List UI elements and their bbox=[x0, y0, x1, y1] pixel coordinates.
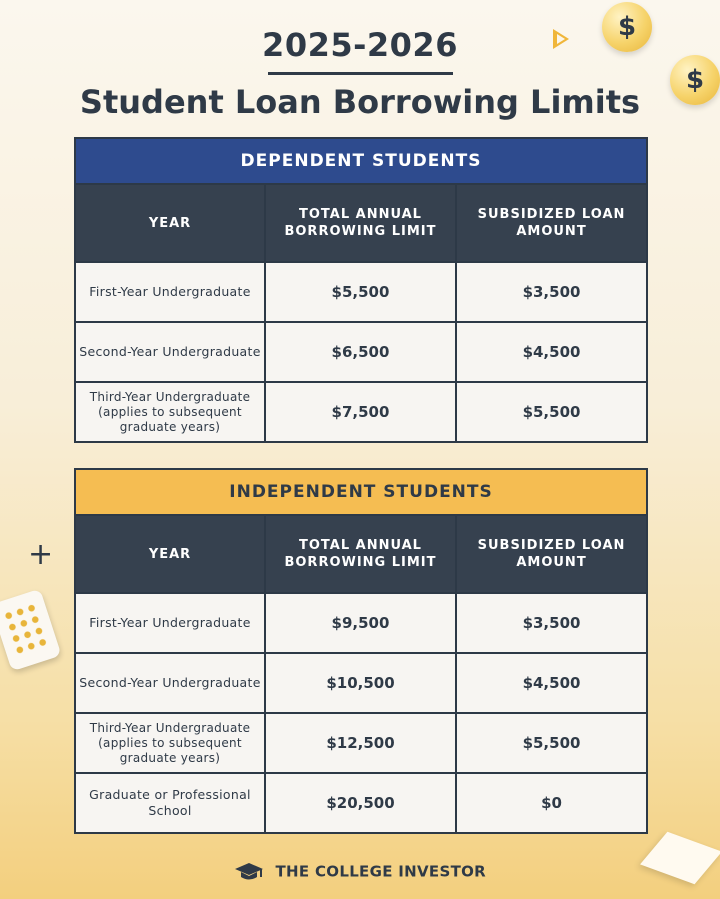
calculator-icon bbox=[0, 589, 62, 672]
table-row bbox=[75, 382, 647, 442]
row-subsidized: $3,500 bbox=[456, 262, 647, 322]
row-subsidized: $5,500 bbox=[456, 713, 647, 773]
independent-section-heading: INDEPENDENT STUDENTS bbox=[75, 469, 647, 515]
dependent-students-table bbox=[74, 137, 648, 443]
row-year: Second-Year Undergraduate bbox=[75, 653, 265, 713]
page-title: Student Loan Borrowing Limits bbox=[79, 83, 641, 121]
row-total: $5,500 bbox=[265, 262, 456, 322]
table-row bbox=[75, 713, 647, 773]
table-row bbox=[75, 262, 647, 322]
row-total: $6,500 bbox=[265, 322, 456, 382]
col-header-year: YEAR bbox=[75, 515, 265, 593]
row-subsidized: $4,500 bbox=[456, 322, 647, 382]
col-header-year: YEAR bbox=[75, 184, 265, 262]
dependent-section-heading: DEPENDENT STUDENTS bbox=[75, 138, 647, 184]
row-subsidized: $4,500 bbox=[456, 653, 647, 713]
row-year: First-Year Undergraduate bbox=[75, 262, 265, 322]
col-header-subsidized: SUBSIDIZED LOAN AMOUNT bbox=[456, 515, 647, 593]
row-total: $12,500 bbox=[265, 713, 456, 773]
dollar-coin-icon: $ bbox=[670, 55, 720, 105]
row-total: $20,500 bbox=[265, 773, 456, 833]
col-header-total: TOTAL ANNUAL BORROWING LIMIT bbox=[265, 184, 456, 262]
row-total: $10,500 bbox=[265, 653, 456, 713]
row-year: Third-Year Undergraduate (applies to subsequent graduate years) bbox=[75, 713, 265, 773]
row-year: Second-Year Undergraduate bbox=[75, 322, 265, 382]
independent-students-table bbox=[74, 468, 648, 834]
row-total: $9,500 bbox=[265, 593, 456, 653]
row-year: First-Year Undergraduate bbox=[75, 593, 265, 653]
title-underline bbox=[268, 72, 453, 75]
col-header-subsidized: SUBSIDIZED LOAN AMOUNT bbox=[456, 184, 647, 262]
page-year: 2025-2026 bbox=[262, 26, 458, 64]
col-header-total: TOTAL ANNUAL BORROWING LIMIT bbox=[265, 515, 456, 593]
brand-name: THE COLLEGE INVESTOR bbox=[275, 862, 487, 881]
row-total: $7,500 bbox=[265, 382, 456, 442]
row-year: Graduate or Professional School bbox=[75, 773, 265, 833]
graduation-cap-icon bbox=[234, 862, 264, 882]
table-row bbox=[75, 773, 647, 833]
dollar-coin-icon: $ bbox=[602, 2, 652, 52]
row-year: Third-Year Undergraduate (applies to subsequent graduate years) bbox=[75, 382, 265, 442]
table-row bbox=[75, 593, 647, 653]
row-subsidized: $0 bbox=[456, 773, 647, 833]
plus-icon: + bbox=[28, 537, 54, 572]
brand-footer bbox=[0, 862, 720, 882]
row-subsidized: $3,500 bbox=[456, 593, 647, 653]
table-row bbox=[75, 322, 647, 382]
table-row bbox=[75, 653, 647, 713]
row-subsidized: $5,500 bbox=[456, 382, 647, 442]
